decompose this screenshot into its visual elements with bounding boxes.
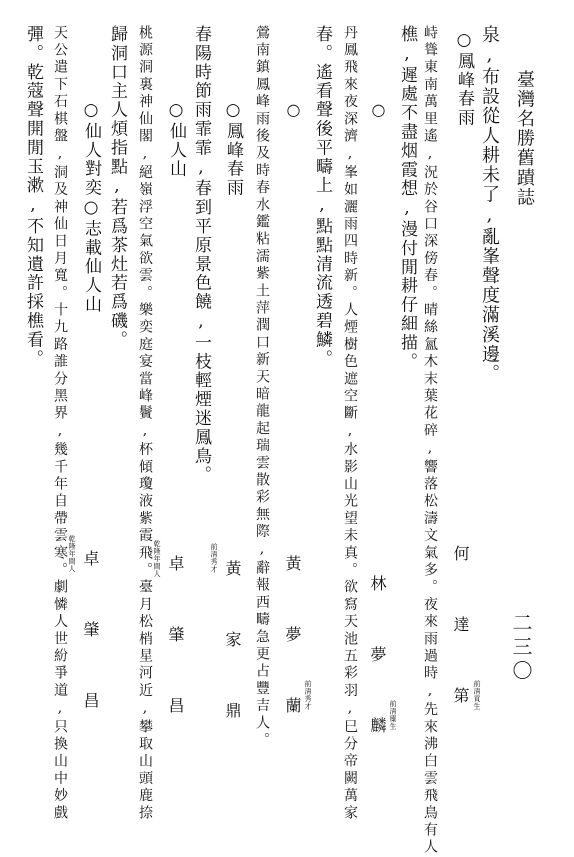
text-column: 鶯南鎮鳳峰雨後及時春水鑑粘濡紫土萍潤口新天暗龍起瑞雲散彩無際,辭報西疇急更占豐吉人。 [254,25,270,750]
text-column: 泉,布設從人耕未了,亂峯聲度滿溪邊。 [479,25,500,384]
poem-title: ○鳳峰春雨 [223,100,243,198]
poem-title: ○仙人對奕○志載仙人山 [81,100,101,314]
author-note: 乾隆年間人 [153,540,161,578]
author-name: 卓 肇 昌 [166,555,185,731]
author-name: 卓 肇 昌 [81,550,100,726]
text-column: 春陽時節雨霏霏,春到平原景色饒,一枝輕煙迷鳳鳥。 [191,25,211,485]
text-column: 春。遙看聲後平疇上,點點清流透碧鱗。 [312,25,332,369]
text-column: 樵,遲處不盡烟霞想,漫付閒耕仔細描。 [397,25,417,372]
poem-marker: ○ [284,100,303,122]
poem-title: ○鳳峰春雨 [454,30,474,128]
text-column: 丹鳳飛來夜深濟,峯如灑雨四時新。人煙樹色遮空斷,水影山光望未真。欲寫天池五彩羽,巳分帝闕萬家 [342,25,358,823]
author-name: 黃 夢 蘭 [283,555,302,731]
running-title: 臺灣名勝舊蹟誌 [514,70,535,208]
text-column: 桃源洞裏神仙閣,絕嶺浮空氣欲雲。樂奕庭宴當峰鬢,杯傾瓊液紫霞飛。臺月松梢星河近,攀取山頭鹿捺 [137,25,153,823]
author-name: 黃 家 鼎 [223,560,242,736]
text-column: 峙聳東南萬里遙,況於谷口深傍春。晴絲氳木末葉花碎,響落松濤文氣多。夜來雨過時,先來沸白雲飛鳥有人 [422,25,438,857]
poem-marker: ○ [369,100,388,122]
page-number: 二三〇 [509,612,533,684]
author-note: 前清貢生 [473,680,481,710]
author-name: 何 達 第 [451,545,470,721]
author-name: 林 夢 麟 [368,575,387,751]
text-column: 天公遣下石棋盤,洞及神仙日月寬。十九路誰分黑界,幾千年自帶雲寒。劇憐人世紛爭道,只換山中妙戲 [52,25,68,823]
author-note: 前清秀才 [304,680,312,710]
text-column: 歸洞口主人煩指點,若爲茶灶若爲磯。 [107,25,127,350]
text-column: 彈。乾蔻聲開閒玉漱,不知遺許採樵看。 [23,25,43,369]
author-note: 乾隆年間人 [68,535,76,573]
author-note: 前清廩生 [389,700,397,730]
poem-title: ○仙人山 [166,100,186,179]
author-note: 前清秀才 [210,543,218,573]
